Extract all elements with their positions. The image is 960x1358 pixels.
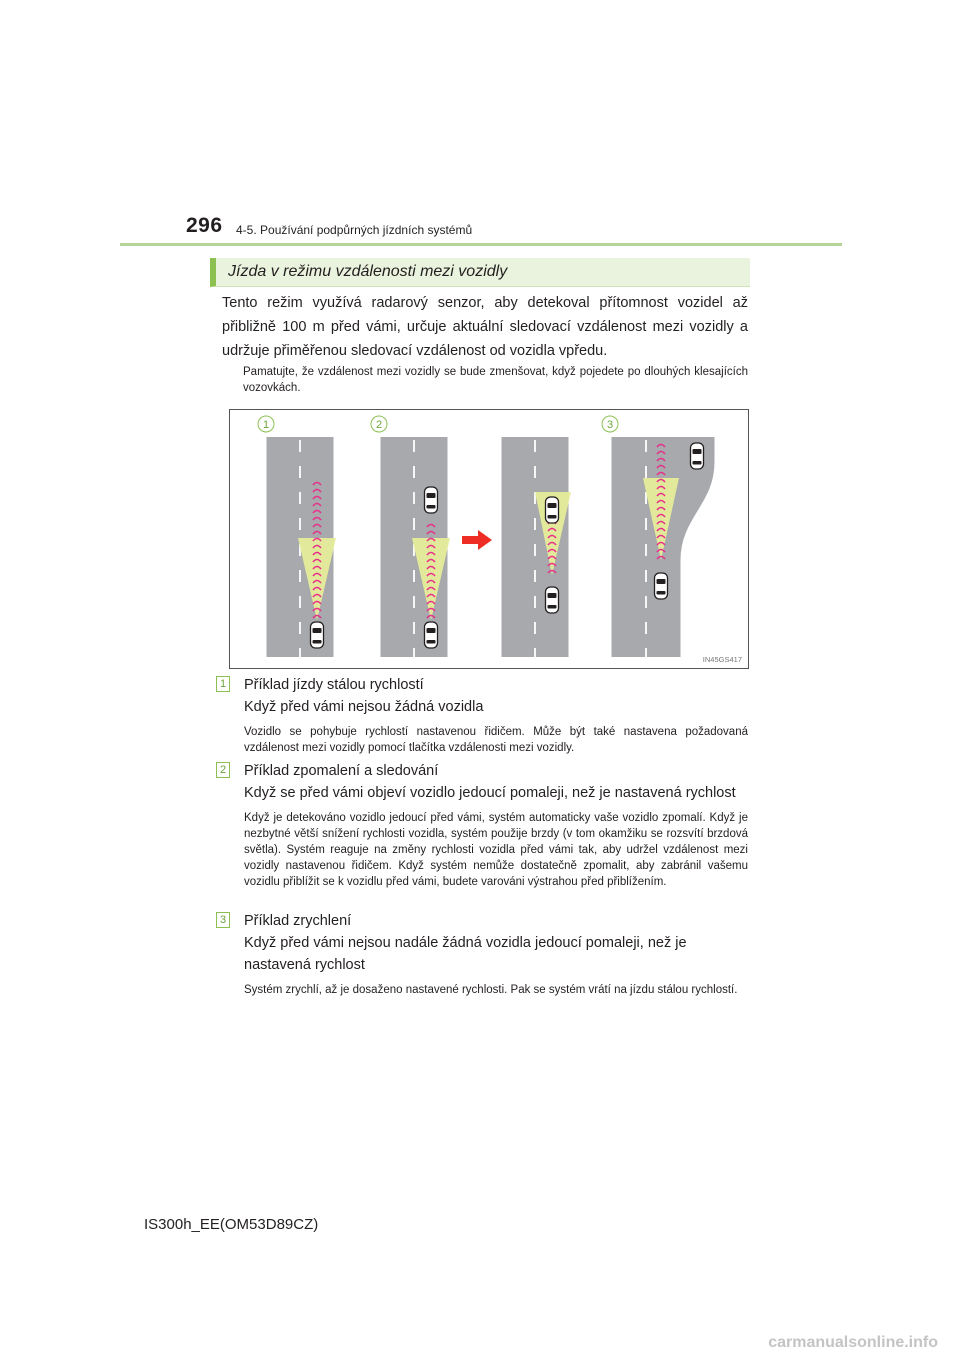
page-number: 296: [186, 214, 223, 237]
note-paragraph: Pamatujte, že vzdálenost mezi vozidly se bude zmenšovat, když pojedete po dlouhých klesajících vozovkách.: [243, 366, 748, 394]
item-title: Příklad zrychlení: [244, 913, 352, 929]
item-subtitle: Když před vámi nejsou nadále žádná vozidla jedoucí pomaleji, než je nastavená rychlost: [244, 935, 687, 973]
road-4-merge: [610, 437, 716, 657]
road-3: [500, 437, 571, 657]
figure-label-3: [602, 416, 618, 432]
item-title: Příklad zpomalení a sledování: [244, 763, 439, 779]
chapter-title: 4-5. Používání podpůrných jízdních systémů: [236, 223, 473, 237]
page-header: [186, 214, 846, 244]
item-number-badge: 2: [216, 762, 230, 778]
intro-paragraph: Tento režim využívá radarový senzor, aby detekoval přítomnost vozidel až přibližně 100 m před vámi, určuje aktuální sledovací vzdálenost mezi vozidly a udržuje přiměřenou sledovací vzdálenost od vozidla vpředu.: [222, 295, 748, 359]
item-number-badge: 3: [216, 912, 230, 928]
road-1: [265, 437, 336, 657]
item-description: Systém zrychlí, až je dosaženo nastavené rychlosti. Pak se systém vrátí na jízdu stálou rychlostí.: [244, 984, 738, 996]
item-description: Když je detekováno vozidlo jedoucí před vámi, systém automaticky vaše vozidlo zpomalí. Když je nezbytné větší snížení rychlosti vozidla, systém použije brzdy (v tom okamžiku se rozsvítí brzdová světla). Systém reaguje na změny rychlosti vozidla před vámi tak, aby udržel vzdálenost mezi vozidly nastavenou řidičem. Když systém nemůže dostatečně zpomalit, aby zabránil vašemu vozidlu přiblížit se k vozidlu před vámi, budete varováni výstrahou před přiblížením.: [244, 812, 748, 888]
item-description: Vozidlo se pohybuje rychlostí nastavenou řidičem. Může být také nastavena požadovaná vzdálenost mezi vozidly pomocí tlačítka vzdálenosti mezi vozidly.: [244, 726, 748, 754]
svg-text:3: 3: [606, 419, 614, 431]
header-divider: [120, 243, 842, 246]
list-item: [219, 760, 748, 910]
figure-label-1: [258, 416, 274, 432]
item-number-badge: 1: [216, 676, 230, 692]
svg-text:2: 2: [375, 419, 383, 431]
transition-arrow: [462, 530, 492, 550]
list-item: [219, 674, 748, 764]
svg-text:1: 1: [262, 419, 270, 431]
illustration-svg: [230, 410, 748, 668]
radar-cruise-illustration: [229, 409, 749, 669]
watermark: carmanualsonline.info: [768, 1334, 938, 1351]
road-2: [379, 437, 450, 657]
figure-label-2: [371, 416, 387, 432]
footer-model-code: IS300h_EE(OM53D89CZ): [144, 1216, 319, 1233]
item-subtitle: Když před vámi nejsou žádná vozidla: [244, 699, 484, 715]
section-title: Jízda v režimu vzdálenosti mezi vozidly: [228, 263, 508, 280]
figure-code: IN45GS417: [702, 655, 742, 664]
section-heading: [210, 258, 750, 287]
item-title: Příklad jízdy stálou rychlostí: [244, 677, 424, 693]
list-item: [219, 910, 748, 1020]
item-subtitle: Když se před vámi objeví vozidlo jedoucí pomaleji, než je nastavená rychlost: [244, 785, 736, 801]
